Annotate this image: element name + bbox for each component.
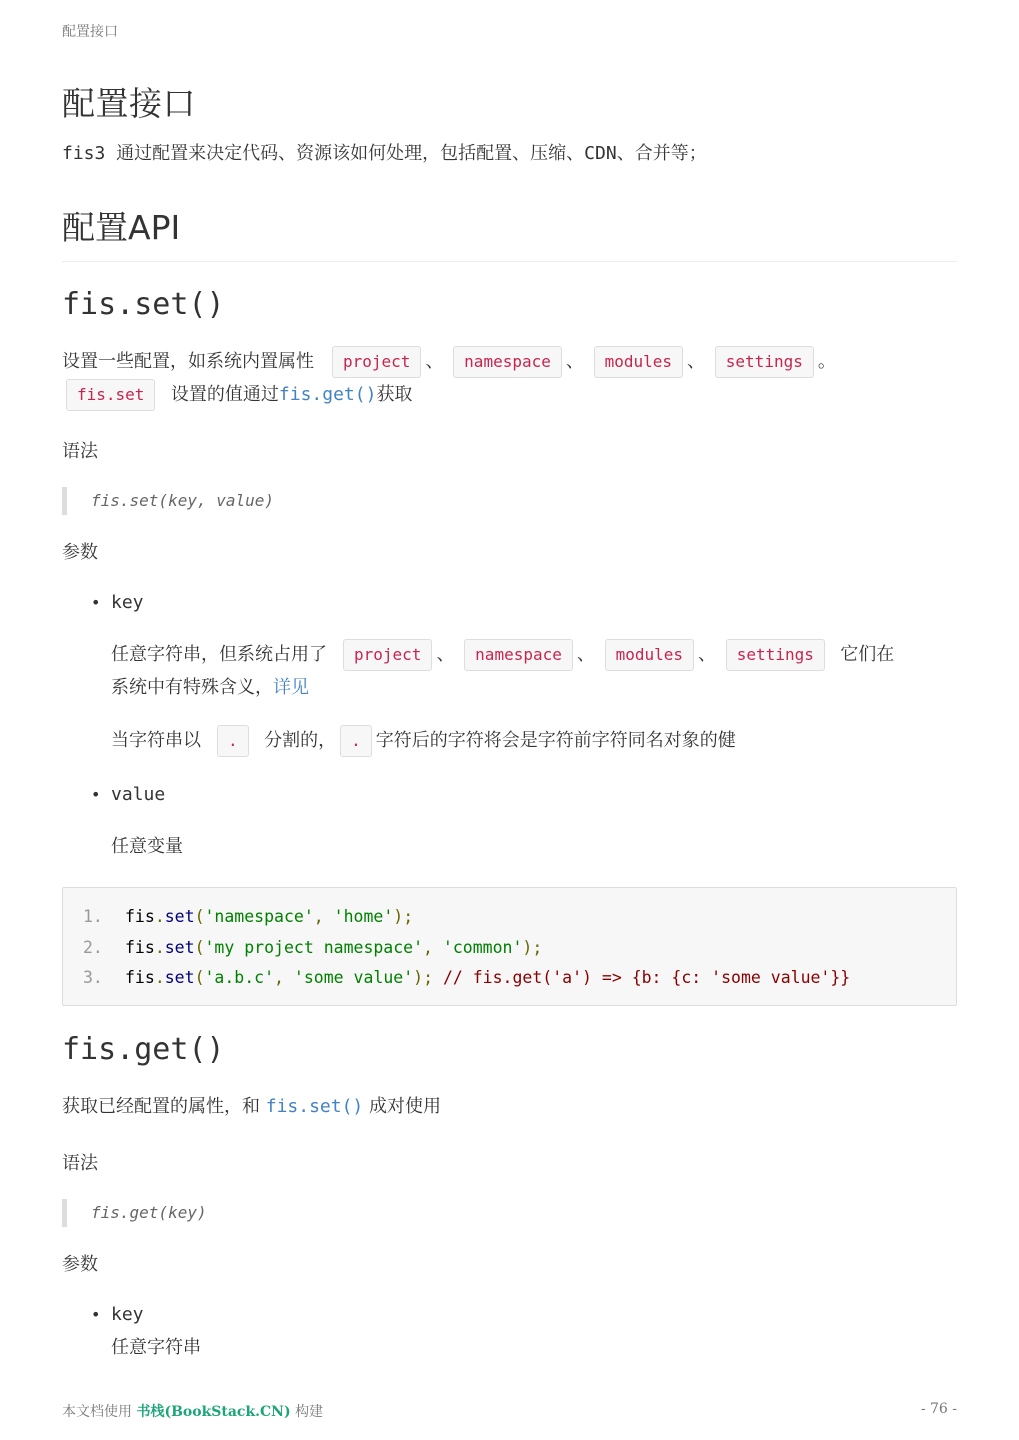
set-desc-suffix: 获取	[376, 384, 413, 405]
token: .	[154, 907, 165, 926]
syntax-label: 语法	[62, 441, 98, 462]
token: (	[194, 968, 205, 987]
token: ,	[423, 937, 443, 957]
token: set	[164, 907, 195, 926]
token: );	[393, 907, 414, 926]
token: fis	[125, 937, 155, 957]
code-line	[83, 902, 936, 933]
footer-prefix: 本文档使用	[62, 1404, 132, 1420]
dot-desc	[111, 725, 736, 757]
period: 。	[817, 351, 836, 372]
key-desc-line1	[111, 639, 894, 671]
key-desc-get: 任意字符串	[111, 1337, 201, 1358]
token: fis	[125, 968, 155, 987]
dot-desc-prefix: 当字符串以	[111, 730, 201, 751]
separator: 、	[576, 644, 595, 665]
token: (	[194, 907, 205, 926]
token: .	[154, 937, 165, 957]
key-desc-prefix: 任意字符串，但系统占用了	[111, 644, 327, 665]
heading-fis-get: fis.get()	[62, 1032, 225, 1067]
document-page	[62, 0, 957, 1440]
footer-brand-link[interactable]: 书栈(BookStack.CN)	[136, 1404, 291, 1420]
heading-fis-set: fis.set()	[62, 287, 225, 322]
get-desc-suffix: 成对使用	[369, 1096, 442, 1117]
token: ,	[313, 907, 334, 926]
line-number: 3.	[83, 968, 103, 987]
set-desc-middle: 设置的值通过	[170, 384, 279, 405]
code-fis-set: fis.set	[66, 379, 155, 411]
code-project: project	[332, 346, 421, 378]
param-value: • value	[111, 784, 165, 805]
key-desc-suffix: 它们在	[840, 644, 895, 665]
separator: 、	[698, 644, 717, 665]
dot-desc-suffix: 字符后的字符将会是字符前字符同名对象的健	[375, 730, 736, 751]
code-modules-2: modules	[605, 639, 694, 671]
params-label-get: 参数	[62, 1254, 98, 1275]
running-header: 配置接口	[62, 24, 118, 40]
link-see-details[interactable]: 详见	[273, 677, 309, 698]
separator: 、	[687, 351, 706, 372]
syntax-blockquote: fis.set(key, value)	[62, 487, 957, 515]
code-namespace-2: namespace	[464, 639, 573, 671]
code-settings: settings	[715, 346, 814, 378]
token: 'my project namespace'	[204, 937, 424, 957]
code-settings-2: settings	[726, 639, 825, 671]
line-number: 1.	[83, 907, 103, 926]
code-block	[62, 887, 957, 1006]
code-dot-2: .	[340, 725, 372, 757]
section-heading-api: 配置API	[62, 202, 957, 262]
token: (	[194, 937, 205, 957]
dot-desc-middle: 分割的，	[264, 730, 337, 751]
intro-paragraph: fis3 通过配置来决定代码、资源该如何处理，包括配置、压缩、CDN、合并等；	[62, 143, 707, 164]
token: fis	[125, 907, 155, 926]
separator: 、	[425, 351, 444, 372]
token: ,	[274, 968, 294, 987]
link-fis-get[interactable]: fis.get()	[278, 384, 377, 405]
footer-suffix: 构建	[295, 1404, 324, 1420]
separator: 、	[436, 644, 455, 665]
get-desc-prefix: 获取已经配置的属性，和	[62, 1096, 260, 1117]
set-description-line1	[62, 346, 836, 378]
set-description-line2	[62, 379, 412, 411]
value-desc: 任意变量	[111, 836, 183, 857]
token: );	[522, 937, 543, 957]
code-line	[83, 963, 936, 994]
params-label: 参数	[62, 542, 98, 563]
token: set	[164, 968, 195, 987]
token: 'a.b.c'	[204, 968, 275, 987]
code-dot: .	[217, 725, 249, 757]
code-project-2: project	[343, 639, 432, 671]
token: 'namespace'	[204, 907, 314, 926]
syntax-label-get: 语法	[62, 1153, 98, 1174]
token: .	[154, 968, 165, 987]
key-desc-line2-text: 系统中有特殊含义，	[111, 677, 273, 698]
link-fis-set[interactable]: fis.set()	[265, 1096, 364, 1117]
footer-credit	[62, 1401, 323, 1421]
code-comment: // fis.get('a') => {b: {c: 'some value'}}	[433, 968, 851, 987]
syntax-blockquote-get: fis.get(key)	[62, 1199, 957, 1227]
param-key-get: • key	[111, 1304, 144, 1325]
key-desc-line2	[111, 672, 309, 704]
token: set	[164, 937, 195, 957]
get-description	[62, 1091, 441, 1123]
token: );	[413, 968, 434, 987]
code-line	[83, 933, 936, 964]
param-key: • key	[111, 592, 144, 613]
line-number: 2.	[83, 937, 103, 957]
token: 'home'	[333, 907, 394, 926]
set-desc-prefix: 设置一些配置，如系统内置属性	[62, 351, 314, 372]
code-modules: modules	[594, 346, 683, 378]
code-namespace: namespace	[453, 346, 562, 378]
page-number: - 76 -	[920, 1401, 957, 1417]
separator: 、	[565, 351, 584, 372]
token: 'some value'	[293, 968, 414, 987]
token: 'common'	[442, 937, 523, 957]
page-title: 配置接口	[62, 84, 196, 123]
